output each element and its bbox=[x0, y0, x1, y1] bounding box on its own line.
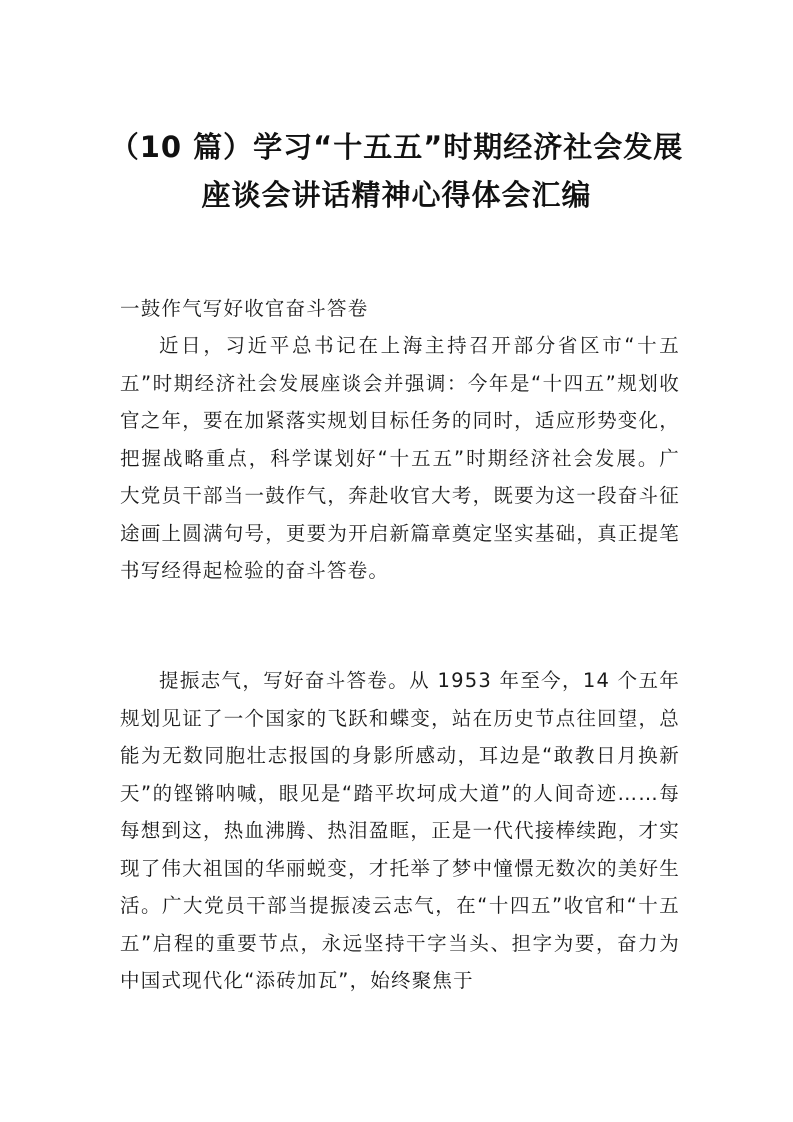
paragraph-2: 提振志气，写好奋斗答卷。从 1953 年至今，14 个五年规划见证了一个国家的飞跃和蝶变，站在历史节点往回望，总能为无数同胞壮志报国的身影所感动，耳边是“敢教日月换新天”的铿锵呐喊，眼见是“踏平坎坷成大道”的人间奇迹……每每想到这，热血沸腾、热泪盈眶，正是一代代接棒续跑，才实现了伟大祖国的华丽蜕变，才托举了梦中憧憬无数次的美好生活。广大党员干部当提振凌云志气，在“十四五”收官和“十五五”启程的重要节点，永远坚持干字当头、担字为要，奋力为中国式现代化“添砖加瓦”，始终聚焦于 bbox=[120, 669, 680, 992]
paragraph-1: 近日，习近平总书记在上海主持召开部分省区市“十五五”时期经济社会发展座谈会并强调：今年是“十四五”规划收官之年，要在加紧落实规划目标任务的同时，适应形势变化，把握战略重点，科学谋划好“十五五”时期经济社会发展。广大党员干部当一鼓作气，奔赴收官大考，既要为这一段奋斗征途画上圆满句号，更要为开启新篇章奠定坚实基础，真正提笔书写经得起检验的奋斗答卷。 bbox=[120, 334, 680, 582]
section-subheading: 一鼓作气写好收官奋斗答卷 bbox=[120, 297, 369, 320]
paragraph-2-container bbox=[120, 662, 680, 1000]
paragraph-1-container bbox=[120, 327, 680, 590]
document-title-line-2: 座谈会讲话精神心得体会汇编 bbox=[201, 178, 592, 212]
document-title-line-1: （10 篇）学习“十五五”时期经济社会发展 bbox=[109, 130, 684, 164]
